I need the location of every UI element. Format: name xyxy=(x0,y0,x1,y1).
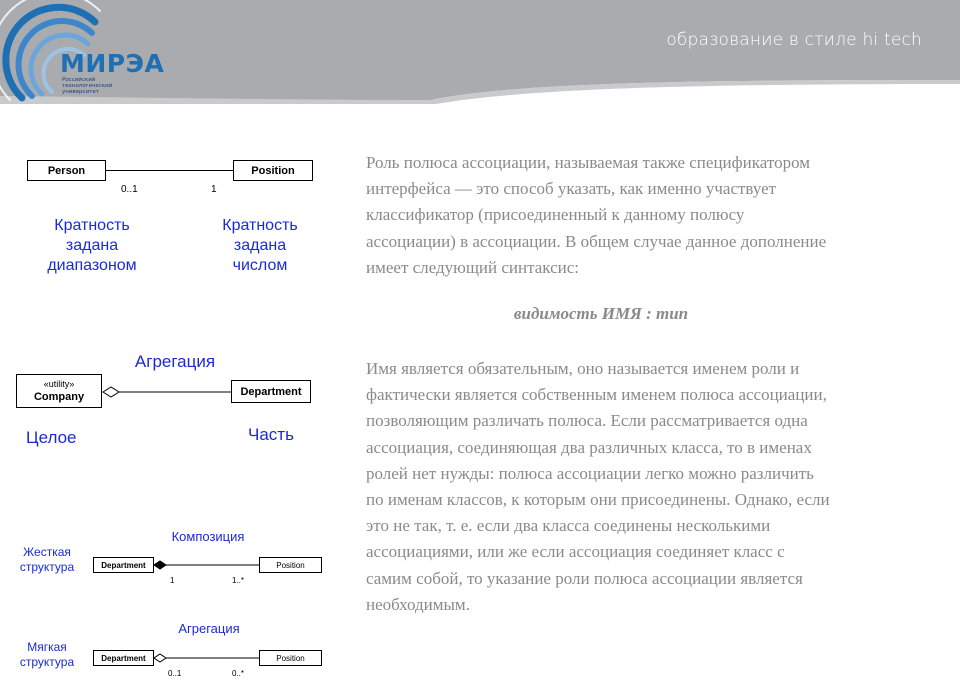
text-line: Имя является обязательным, оно называется именем роли и xyxy=(366,359,800,378)
whole-caption: Целое xyxy=(26,428,77,447)
syntax-formula: видимость ИМЯ : тип xyxy=(513,304,689,323)
text-line: интерфейса — это способ указать, как именно участвует xyxy=(366,179,777,199)
text-line: ассоциациями, или же если ассоциация соединяет класс с xyxy=(366,542,785,562)
aggregation-connector xyxy=(154,652,259,664)
composition-connector xyxy=(154,559,259,571)
department-class-box: Department xyxy=(93,650,154,666)
aggregation-connector xyxy=(102,385,232,399)
rigid-structure-caption xyxy=(14,545,80,575)
header-banner xyxy=(0,0,960,110)
caption-line: диапазоном xyxy=(47,257,137,274)
number-multiplicity-caption xyxy=(200,216,320,276)
company-label: Company xyxy=(33,391,85,403)
caption-line: числом xyxy=(232,257,288,274)
aggregation-title: Агрегация xyxy=(178,621,240,636)
paragraph-role-definition xyxy=(366,150,946,281)
filled-diamond-icon xyxy=(154,561,166,569)
part-caption: Часть xyxy=(248,425,294,444)
stereotype-label: «utility» xyxy=(43,379,75,389)
logo-wordmark: МИРЭА xyxy=(60,49,165,78)
company-class-box xyxy=(16,374,102,408)
text-line: по именам классов, к которым они присоединены. Однако, если xyxy=(366,490,830,510)
text-line: ролей нет нужды: полюса ассоциации легко можно различить xyxy=(366,463,814,483)
paragraph-role-name xyxy=(366,356,946,618)
text-line: это не так, т. е. если два класса соединены несколькими xyxy=(366,516,771,536)
text-line: фактически является собственным именем полюса ассоциации, xyxy=(366,385,827,405)
position-class-box: Position xyxy=(259,650,322,666)
caption-line: структура xyxy=(19,560,75,574)
text-line: имеет следующий синтаксис: xyxy=(366,257,580,277)
text-line: Роль полюса ассоциации, называемая также спецификатором xyxy=(366,153,811,172)
text-line: ассоциация, соединяющая два различных класса, то в именах xyxy=(366,437,812,457)
text-line: позволяющим различать полюса. Если рассматривается одна xyxy=(366,411,808,431)
association-line xyxy=(106,170,233,171)
logo-sub-line: университет xyxy=(62,89,99,95)
caption-line: Жесткая xyxy=(23,545,71,559)
caption-line: Кратность xyxy=(54,217,130,234)
right-multiplicity: 1 xyxy=(211,184,217,195)
caption-line: Мягкая xyxy=(27,640,67,654)
header-tagline: образование в стиле hi tech xyxy=(666,30,922,50)
range-multiplicity-caption xyxy=(32,216,152,276)
text-line: ассоциации) в ассоциации. В общем случае данное дополнение xyxy=(366,231,827,251)
hollow-diamond-icon xyxy=(103,387,119,397)
left-multiplicity: 1 xyxy=(170,576,175,585)
person-class-box: Person xyxy=(27,160,106,181)
caption-line: задана xyxy=(65,237,119,254)
text-line: классификатор (присоединенный к данному полюсу xyxy=(366,205,745,225)
right-multiplicity: 0..* xyxy=(232,669,245,678)
left-multiplicity: 0..1 xyxy=(168,669,182,678)
caption-line: задана xyxy=(233,237,287,254)
caption-line: структура xyxy=(19,655,75,669)
mirea-logo xyxy=(0,0,170,108)
right-multiplicity: 1..* xyxy=(232,576,245,585)
position-class-box: Position xyxy=(259,557,322,573)
logo-sub-line: Российский xyxy=(62,77,96,83)
soft-structure-caption xyxy=(14,640,80,670)
aggregation-title: Агрегация xyxy=(134,352,216,371)
text-line: необходимым. xyxy=(366,594,470,614)
logo-subtitle xyxy=(62,77,112,95)
position-class-box: Position xyxy=(233,160,313,181)
department-class-box: Department xyxy=(231,380,311,403)
caption-line: Кратность xyxy=(222,217,298,234)
hollow-diamond-icon xyxy=(154,654,166,662)
composition-title: Композиция xyxy=(171,529,245,544)
text-line: самим собой, то указание роли полюса ассоциации является xyxy=(366,568,803,588)
department-class-box: Department xyxy=(93,557,154,573)
logo-sub-line: технологический xyxy=(62,83,113,89)
left-multiplicity: 0..1 xyxy=(121,184,138,195)
